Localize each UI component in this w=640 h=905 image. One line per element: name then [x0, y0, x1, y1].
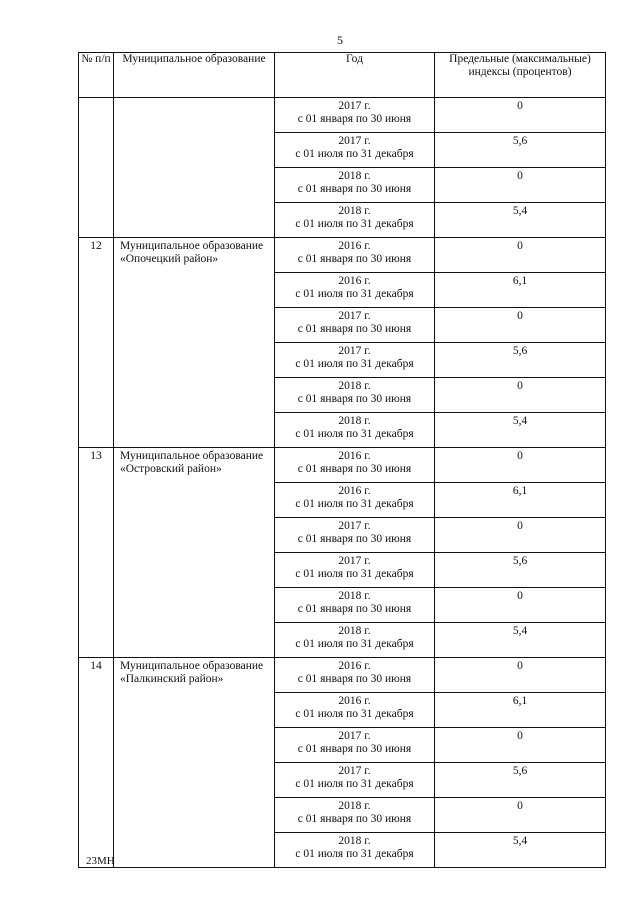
year-label: 2018 г.: [338, 800, 371, 812]
year-period-cell: [275, 483, 435, 518]
period-label: с 01 января по 30 июня: [297, 743, 412, 755]
period-label: с 01 июля по 31 декабря: [295, 498, 414, 510]
period-label: с 01 июля по 31 декабря: [295, 848, 414, 860]
year-period-cell: [275, 798, 435, 833]
index-value: 5,4: [435, 203, 606, 238]
document-code: 23МН: [86, 855, 115, 867]
index-value: 5,6: [435, 763, 606, 798]
year-period-cell: [275, 518, 435, 553]
year-period-cell: [275, 273, 435, 308]
period-label: с 01 июля по 31 декабря: [295, 288, 414, 300]
index-value: 0: [435, 308, 606, 343]
table-body: [79, 98, 606, 868]
period-label: с 01 января по 30 июня: [297, 253, 412, 265]
period-label: с 01 января по 30 июня: [297, 463, 412, 475]
year-period-cell: [275, 168, 435, 203]
index-value: 6,1: [435, 693, 606, 728]
year-label: 2018 г.: [338, 415, 371, 427]
year-period-cell: [275, 658, 435, 693]
year-period-cell: [275, 623, 435, 658]
period-label: с 01 января по 30 июня: [297, 323, 412, 335]
year-label: 2017 г.: [338, 765, 371, 777]
period-label: с 01 июля по 31 декабря: [295, 148, 414, 160]
year-label: 2017 г.: [338, 345, 371, 357]
year-label: 2016 г.: [338, 275, 371, 287]
index-value: 0: [435, 518, 606, 553]
period-label: с 01 января по 30 июня: [297, 533, 412, 545]
table-row: [79, 658, 606, 693]
table-header-row: [79, 53, 606, 98]
header-municipality: Муниципальное образование: [114, 53, 275, 98]
period-label: с 01 января по 30 июня: [297, 393, 412, 405]
index-value: 5,4: [435, 623, 606, 658]
index-value: 5,6: [435, 553, 606, 588]
year-period-cell: [275, 98, 435, 133]
index-value: 0: [435, 658, 606, 693]
year-label: 2016 г.: [338, 695, 371, 707]
index-value: 0: [435, 588, 606, 623]
year-period-cell: [275, 588, 435, 623]
index-value: 5,4: [435, 413, 606, 448]
row-number: 13: [79, 448, 114, 658]
year-label: 2018 г.: [338, 205, 371, 217]
table-row: [79, 98, 606, 133]
period-label: с 01 июля по 31 декабря: [295, 428, 414, 440]
municipality-name: Муниципальное образование «Островский район»: [114, 448, 275, 658]
year-label: 2016 г.: [338, 450, 371, 462]
year-period-cell: [275, 238, 435, 273]
year-period-cell: [275, 763, 435, 798]
index-value: 0: [435, 728, 606, 763]
year-label: 2018 г.: [338, 625, 371, 637]
index-value: 6,1: [435, 273, 606, 308]
period-label: с 01 июля по 31 декабря: [295, 218, 414, 230]
index-value: 0: [435, 98, 606, 133]
year-period-cell: [275, 553, 435, 588]
table-row: [79, 448, 606, 483]
header-number: № п/п: [79, 53, 114, 98]
table-row: [79, 238, 606, 273]
page-number: 5: [337, 33, 343, 47]
year-period-cell: [275, 413, 435, 448]
index-value: 5,6: [435, 343, 606, 378]
year-period-cell: [275, 833, 435, 868]
year-period-cell: [275, 343, 435, 378]
year-period-cell: [275, 693, 435, 728]
year-period-cell: [275, 203, 435, 238]
period-label: с 01 июля по 31 декабря: [295, 708, 414, 720]
index-value: 0: [435, 168, 606, 203]
index-value: 0: [435, 448, 606, 483]
year-label: 2017 г.: [338, 100, 371, 112]
row-number: [79, 98, 114, 238]
period-label: с 01 января по 30 июня: [297, 113, 412, 125]
index-value: 0: [435, 378, 606, 413]
year-label: 2017 г.: [338, 555, 371, 567]
index-value: 0: [435, 238, 606, 273]
municipality-name: Муниципальное образование «Опочецкий район»: [114, 238, 275, 448]
index-value: 0: [435, 798, 606, 833]
year-period-cell: [275, 133, 435, 168]
year-label: 2017 г.: [338, 135, 371, 147]
year-label: 2016 г.: [338, 240, 371, 252]
year-label: 2016 г.: [338, 485, 371, 497]
year-label: 2017 г.: [338, 730, 371, 742]
year-period-cell: [275, 728, 435, 763]
year-period-cell: [275, 378, 435, 413]
year-label: 2017 г.: [338, 310, 371, 322]
period-label: с 01 января по 30 июня: [297, 183, 412, 195]
year-period-cell: [275, 308, 435, 343]
year-label: 2018 г.: [338, 590, 371, 602]
year-label: 2018 г.: [338, 835, 371, 847]
index-value: 6,1: [435, 483, 606, 518]
municipality-name: [114, 98, 275, 238]
period-label: с 01 июля по 31 декабря: [295, 358, 414, 370]
period-label: с 01 июля по 31 декабря: [295, 778, 414, 790]
index-value: 5,4: [435, 833, 606, 868]
year-label: 2016 г.: [338, 660, 371, 672]
tariff-index-table: [78, 52, 606, 868]
year-period-cell: [275, 448, 435, 483]
header-index: Предельные (максимальные) индексы (процентов): [435, 53, 606, 98]
year-label: 2017 г.: [338, 520, 371, 532]
row-number: 14: [79, 658, 114, 868]
period-label: с 01 июля по 31 декабря: [295, 568, 414, 580]
year-label: 2018 г.: [338, 380, 371, 392]
municipality-name: Муниципальное образование «Палкинский район»: [114, 658, 275, 868]
period-label: с 01 января по 30 июня: [297, 813, 412, 825]
index-value: 5,6: [435, 133, 606, 168]
row-number: 12: [79, 238, 114, 448]
period-label: с 01 января по 30 июня: [297, 603, 412, 615]
header-year: Год: [275, 53, 435, 98]
period-label: с 01 июля по 31 декабря: [295, 638, 414, 650]
year-label: 2018 г.: [338, 170, 371, 182]
period-label: с 01 января по 30 июня: [297, 673, 412, 685]
